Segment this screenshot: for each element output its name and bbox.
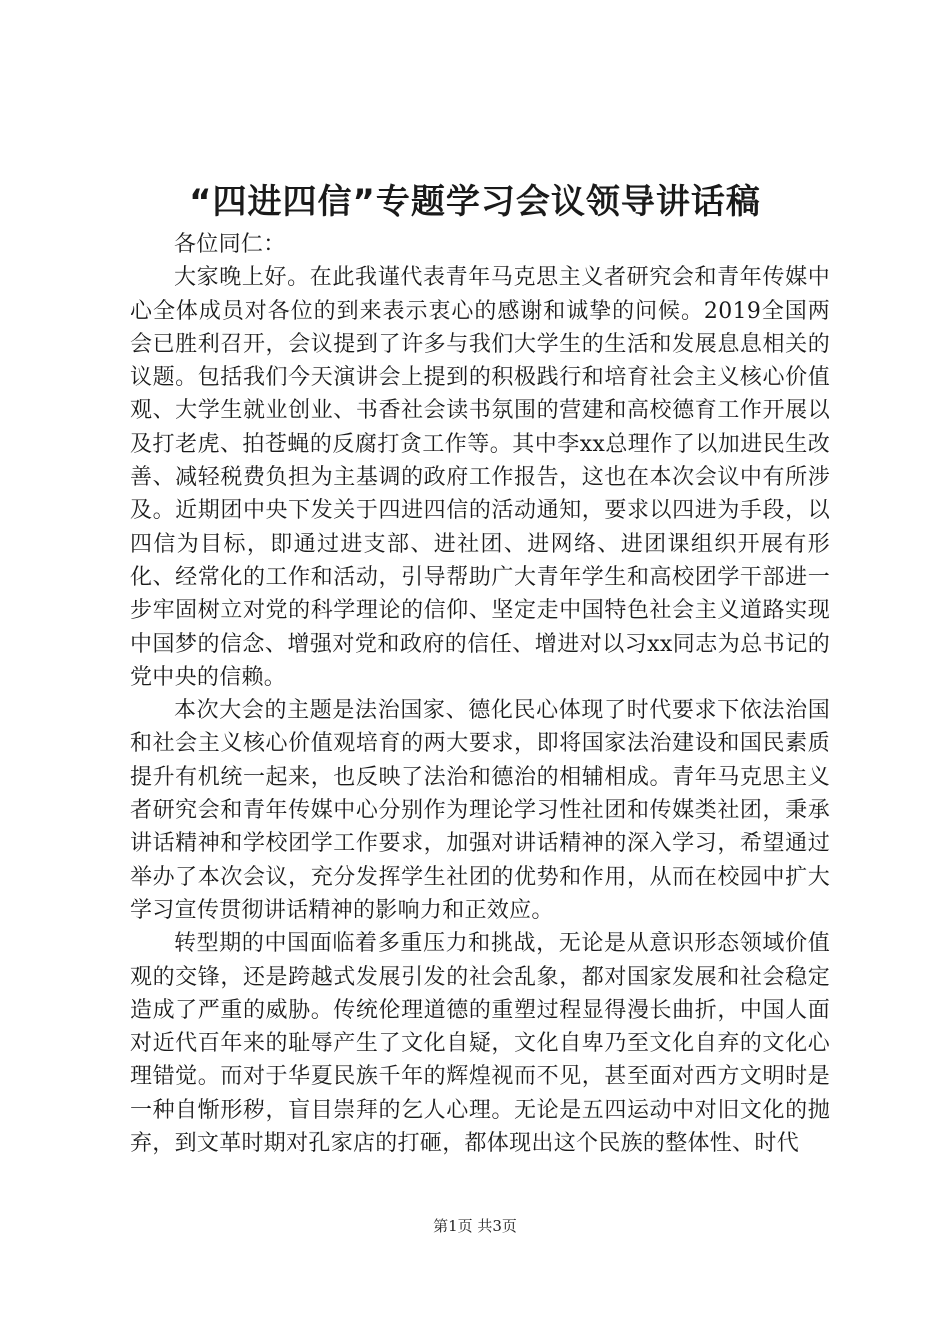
- paragraph-2: 本次大会的主题是法治国家、德化民心体现了时代要求下依法治国和社会主义核心价值观培育的两大要求，即将国家法治建设和国民素质提升有机统一起来，也反映了法治和德治的相辅相成。青年马克思主义者研究会和青年传媒中心分别作为理论学习性社团和传媒类社团，秉承讲话精神和学校团学工作要求，加强对讲话精神的深入学习，希望通过举办了本次会议，充分发挥学生社团的优势和作用，从而在校园中扩大学习宣传贯彻讲话精神的影响力和正效应。: [130, 698, 830, 923]
- document-title: “四进四信”专题学习会议领导讲话稿: [189, 182, 761, 222]
- page-number-footer: 第1页 共3页: [433, 1217, 517, 1235]
- paragraph-1: 大家晚上好。在此我谨代表青年马克思主义者研究会和青年传媒中心全体成员对各位的到来表示衷心的感谢和诚挚的问候。2019全国两会已胜利召开，会议提到了许多与我们大学生的生活和发展息息相关的议题。包括我们今天演讲会上提到的积极践行和培育社会主义核心价值观、大学生就业创业、书香社会读书氛围的营建和高校德育工作开展以及打老虎、拍苍蝇的反腐打贪工作等。其中李xx总理作了以加进民生改善、减轻税费负担为主基调的政府工作报告，这也在本次会议中有所涉及。近期团中央下发关于四进四信的活动通知，要求以四进为手段，以四信为目标，即通过进支部、进社团、进网络、进团课组织开展有形化、经常化的工作和活动，引导帮助广大青年学生和高校团学干部进一步牢固树立对党的科学理论的信仰、坚定走中国特色社会主义道路实现中国梦的信念、增强对党和政府的信任、增进对以习xx同志为总书记的党中央的信赖。: [130, 265, 830, 690]
- paragraph-3: 转型期的中国面临着多重压力和挑战，无论是从意识形态领域价值观的交锋，还是跨越式发展引发的社会乱象，都对国家发展和社会稳定造成了严重的威胁。传统伦理道德的重塑过程显得漫长曲折，中国人面对近代百年来的耻辱产生了文化自疑，文化自卑乃至文化自弃的文化心理错觉。而对于华夏民族千年的辉煌视而不见，甚至面对西方文明时是一种自惭形秽，盲目崇拜的乞人心理。无论是五四运动中对旧文化的抛弃，到文革时期对孔家店的打砸，都体现出这个民族的整体性、时代: [130, 931, 830, 1157]
- document-body: [130, 228, 830, 1160]
- greeting: 各位同仁：: [174, 232, 286, 257]
